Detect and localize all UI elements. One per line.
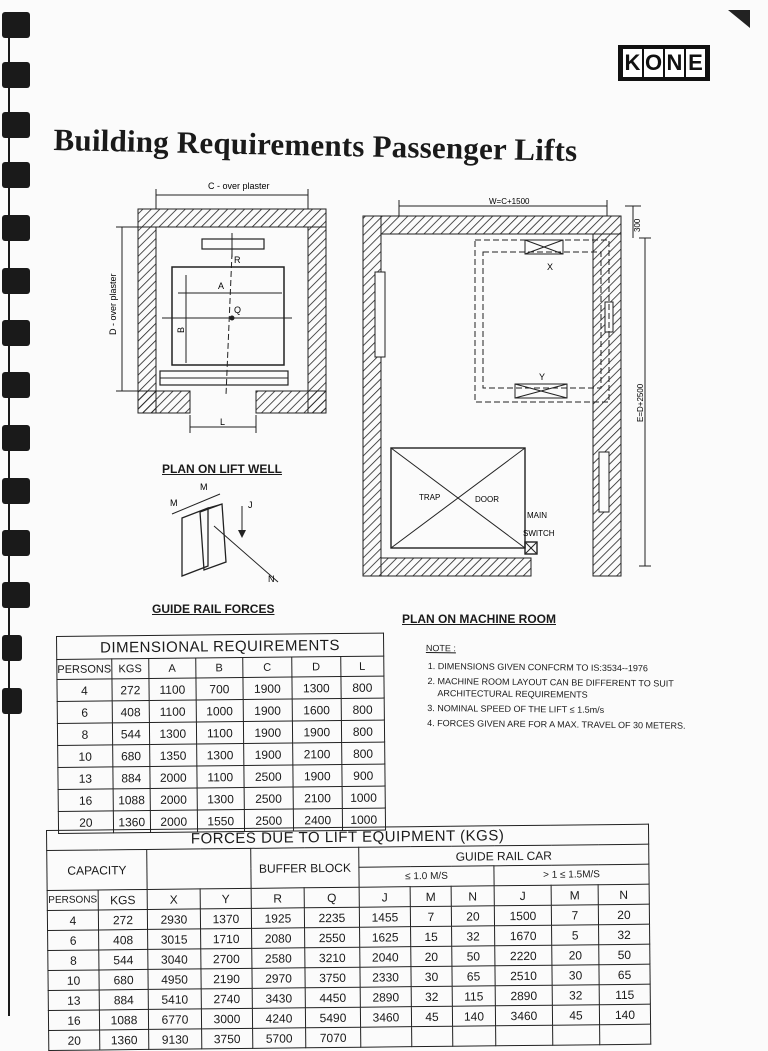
cell: 1900 [243, 677, 292, 700]
column-header: PERSONS [57, 659, 112, 680]
cell: 1300 [197, 788, 244, 810]
speed-low-header: ≤ 1.0 M/S [359, 866, 494, 887]
cell: 115 [599, 984, 650, 1005]
spiral-binding [0, 0, 40, 1024]
notes-block [425, 642, 716, 735]
label-q: Q [234, 305, 242, 315]
cell: 30 [552, 965, 599, 985]
label-ed: E=D+2500 [636, 383, 645, 422]
label-m1: M [170, 498, 178, 508]
guide-rail-diagram [160, 478, 290, 588]
cell: 700 [196, 678, 243, 700]
column-header: B [196, 658, 243, 678]
cell: 4 [47, 910, 98, 931]
cell: 2890 [360, 987, 411, 1008]
cell: 1088 [113, 789, 150, 811]
cell [496, 1025, 553, 1046]
column-header: A [149, 658, 196, 678]
page-title: Building Requirements Passenger Lifts [53, 122, 578, 168]
cell: 32 [552, 985, 599, 1005]
table-title: DIMENSIONAL REQUIREMENTS [57, 633, 384, 659]
cell: 16 [58, 789, 113, 812]
cell: 3210 [305, 947, 360, 968]
note-item: 4. FORCES GIVEN ARE FOR A MAX. TRAVEL OF 30 METERS. [437, 717, 715, 732]
notes-title: NOTE : [425, 642, 457, 654]
cell: 2190 [201, 968, 252, 989]
cell: 1900 [243, 699, 292, 722]
cell: 50 [452, 946, 495, 966]
lift-well-caption: PLAN ON LIFT WELL [162, 462, 282, 476]
cell: 20 [49, 1030, 100, 1051]
cell: 4 [57, 679, 112, 702]
cell: 800 [341, 698, 384, 720]
cell: 13 [48, 990, 99, 1011]
cell: 3430 [252, 988, 305, 1009]
cell: 884 [99, 989, 148, 1010]
label-l: L [220, 417, 226, 427]
cell: 4950 [148, 969, 201, 990]
cell: 2040 [360, 947, 411, 968]
forces-table [46, 824, 651, 1051]
label-a: A [218, 281, 225, 291]
column-header: Q [304, 887, 359, 908]
cell [600, 1024, 651, 1045]
cell: 800 [341, 720, 384, 742]
cell: 3000 [201, 1008, 252, 1029]
column-header: J [494, 885, 551, 906]
cell: 1900 [243, 721, 292, 744]
cell: 7070 [306, 1027, 361, 1048]
cell: 1455 [359, 907, 410, 928]
cell: 1000 [342, 786, 385, 808]
cell: 2500 [244, 809, 293, 832]
machine-room-diagram [355, 192, 655, 587]
speed-high-header: > 1 ≤ 1.5M/S [494, 864, 649, 886]
cell: 1900 [243, 743, 292, 766]
cell: 1100 [149, 700, 196, 722]
capacity-header: CAPACITY [47, 849, 147, 890]
cell: 140 [599, 1004, 650, 1025]
note-item: 1. DIMENSIONS GIVEN CONFCRM TO IS:3534--1976 [438, 660, 716, 675]
cell: 2220 [495, 945, 552, 966]
cell: 45 [411, 1006, 452, 1026]
cell: 1100 [196, 722, 243, 744]
cell: 6 [48, 930, 99, 951]
cell: 1550 [197, 810, 244, 832]
cell: 20 [552, 945, 599, 965]
label-b: B [176, 326, 186, 333]
column-header: Y [200, 888, 251, 909]
cell: 2500 [244, 787, 293, 810]
cell: 2930 [147, 909, 200, 930]
cell: 1100 [197, 766, 244, 788]
cell: 8 [48, 950, 99, 971]
column-header: M [551, 885, 598, 905]
cell: 8 [57, 723, 112, 746]
cell: 2000 [150, 788, 197, 810]
cell: 2580 [252, 948, 305, 969]
cell: 1100 [149, 678, 196, 700]
cell: 5490 [305, 1007, 360, 1028]
cell: 3750 [305, 967, 360, 988]
cell: 9130 [149, 1029, 202, 1050]
cell: 544 [99, 949, 148, 970]
label-d: D - over plaster [108, 273, 118, 335]
cell: 1300 [292, 677, 341, 700]
column-header: X [147, 889, 200, 910]
cell: 3040 [148, 949, 201, 970]
cell: 1350 [149, 744, 196, 766]
guide-rail-caption: GUIDE RAIL FORCES [152, 602, 275, 616]
buffer-block-header: BUFFER BLOCK [251, 847, 359, 888]
cell: 1300 [149, 722, 196, 744]
cell: 1600 [292, 699, 341, 722]
cell: 1670 [495, 925, 552, 946]
label-r: R [234, 255, 241, 265]
cell: 5700 [253, 1028, 306, 1049]
label-trap: TRAP [419, 493, 441, 502]
column-header: N [598, 884, 649, 905]
cell: 1370 [200, 908, 251, 929]
column-header: D [292, 657, 341, 678]
column-header: R [251, 888, 304, 909]
cell: 50 [599, 944, 650, 965]
cell: 6 [57, 701, 112, 724]
label-switch: SWITCH [523, 529, 555, 538]
cell: 30 [411, 966, 452, 986]
cell: 680 [99, 969, 148, 990]
cell: 408 [112, 701, 149, 723]
page-corner-fold [728, 10, 750, 28]
cell: 5 [552, 925, 599, 945]
cell: 115 [452, 986, 495, 1006]
cell [412, 1026, 453, 1046]
column-header: J [359, 887, 410, 908]
cell: 3460 [360, 1007, 411, 1028]
cell: 2080 [252, 928, 305, 949]
column-header: KGS [98, 889, 147, 910]
cell: 1360 [113, 811, 150, 833]
logo-letter: N [666, 50, 683, 75]
cell: 20 [411, 946, 452, 966]
cell: 3750 [202, 1028, 253, 1049]
cell: 2100 [292, 743, 341, 766]
cell: 3015 [148, 929, 201, 950]
cell: 1625 [360, 927, 411, 948]
cell: 2500 [244, 765, 293, 788]
cell: 1925 [251, 908, 304, 929]
blank-header [147, 848, 251, 889]
cell: 2400 [293, 809, 342, 832]
cell: 45 [552, 1005, 599, 1025]
label-j: J [248, 500, 253, 510]
cell: 2740 [201, 988, 252, 1009]
cell: 16 [48, 1010, 99, 1031]
cell: 1900 [293, 765, 342, 788]
cell: 680 [112, 745, 149, 767]
cell: 884 [113, 767, 150, 789]
cell: 272 [98, 909, 147, 930]
column-header: C [243, 657, 292, 678]
note-item: 2. MACHINE ROOM LAYOUT CAN BE DIFFERENT TO SUIT ARCHITECTURAL REQUIREMENTS [437, 675, 715, 702]
column-header: PERSONS [47, 890, 98, 911]
cell: 1000 [342, 808, 385, 830]
cell: 2000 [150, 766, 197, 788]
cell: 1900 [292, 721, 341, 744]
label-m2: M [200, 482, 208, 492]
cell: 1000 [196, 700, 243, 722]
cell: 10 [48, 970, 99, 991]
cell: 20 [451, 906, 494, 926]
lift-well-diagram [100, 175, 340, 440]
cell: 2970 [252, 968, 305, 989]
cell: 544 [112, 723, 149, 745]
table-title: FORCES DUE TO LIFT EQUIPMENT (KGS) [47, 824, 649, 850]
cell: 65 [599, 964, 650, 985]
cell: 800 [341, 676, 384, 698]
cell: 15 [411, 926, 452, 946]
cell: 800 [341, 742, 384, 764]
cell: 13 [58, 767, 113, 790]
column-header: KGS [112, 659, 149, 679]
label-n: N [268, 574, 275, 584]
column-header: L [341, 656, 384, 676]
label-300: 300 [633, 218, 642, 232]
cell: 2000 [150, 810, 197, 832]
label-wc: W=C+1500 [489, 197, 530, 206]
cell: 2550 [305, 927, 360, 948]
cell: 2890 [495, 985, 552, 1006]
logo-letter: K [624, 50, 641, 75]
cell: 2700 [201, 948, 252, 969]
cell: 3460 [495, 1005, 552, 1026]
cell: 900 [342, 764, 385, 786]
guide-rail-car-header: GUIDE RAIL CAR [359, 844, 649, 867]
cell: 1500 [494, 905, 551, 926]
kone-logo [618, 45, 710, 81]
cell: 2510 [495, 965, 552, 986]
cell: 7 [551, 905, 598, 925]
cell: 32 [452, 926, 495, 946]
label-c: C - over plaster [208, 181, 270, 191]
cell: 20 [58, 811, 113, 834]
label-main: MAIN [527, 511, 547, 520]
cell: 272 [112, 679, 149, 701]
cell: 6770 [148, 1009, 201, 1030]
cell [361, 1027, 412, 1048]
dimensional-requirements-table [56, 633, 386, 834]
cell: 1710 [201, 928, 252, 949]
cell: 20 [598, 904, 649, 925]
cell: 1088 [99, 1009, 148, 1030]
machine-room-caption: PLAN ON MACHINE ROOM [402, 612, 556, 626]
cell: 2330 [360, 967, 411, 988]
label-y: Y [539, 372, 546, 382]
cell [453, 1026, 496, 1046]
note-item: 3. NOMINAL SPEED OF THE LIFT ≤ 1.5m/s [437, 702, 715, 717]
cell: 140 [452, 1006, 495, 1026]
cell: 408 [99, 929, 148, 950]
cell: 32 [411, 986, 452, 1006]
label-door: DOOR [475, 495, 499, 504]
logo-letter: E [686, 49, 705, 77]
cell: 32 [599, 924, 650, 945]
cell [553, 1025, 600, 1045]
cell: 7 [410, 906, 451, 926]
cell: 65 [452, 966, 495, 986]
cell: 2100 [293, 787, 342, 810]
column-header: M [410, 886, 451, 906]
cell: 1360 [100, 1029, 149, 1050]
cell: 10 [58, 745, 113, 768]
cell: 1300 [196, 744, 243, 766]
cell: 2235 [304, 907, 359, 928]
cell: 5410 [148, 989, 201, 1010]
cell: 4240 [252, 1008, 305, 1029]
column-header: N [451, 886, 494, 906]
label-x: X [547, 262, 554, 272]
logo-letter: O [644, 50, 663, 75]
cell: 4450 [305, 987, 360, 1008]
